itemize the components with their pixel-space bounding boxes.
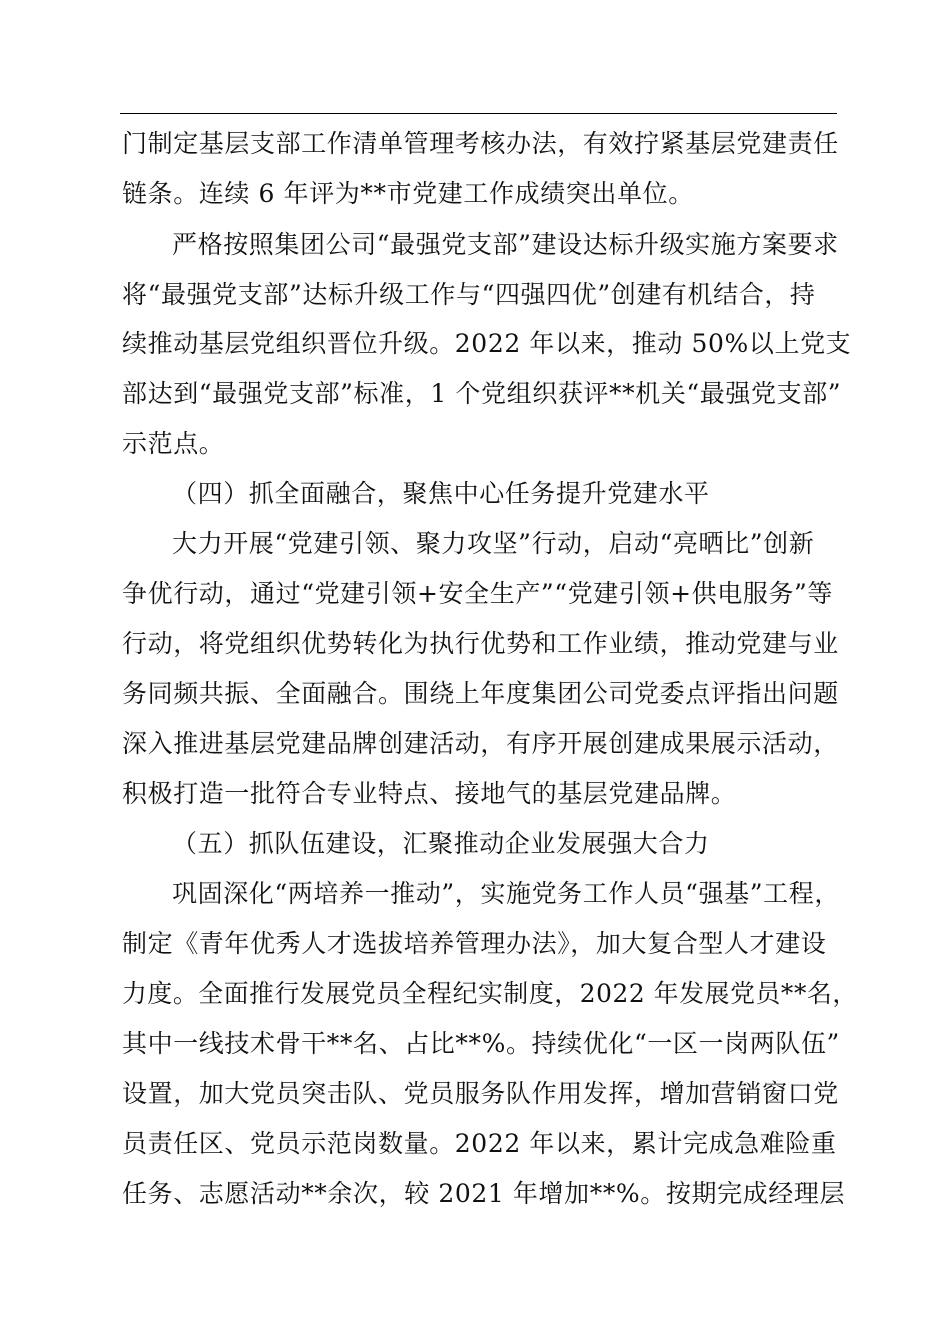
text-line: 务同频共振、全面融合。围绕上年度集团公司党委点评指出问题 bbox=[122, 679, 839, 708]
text-line: 门制定基层支部工作清单管理考核办法，有效拧紧基层党建责任 bbox=[122, 129, 839, 158]
section-heading-5: （五）抓队伍建设，汇聚推动企业发展强大合力 bbox=[172, 829, 710, 858]
text-line: 设置，加大党员突击队、党员服务队作用发挥，增加营销窗口党 bbox=[122, 1079, 839, 1108]
text-line: 行动，将党组织优势转化为执行优势和工作业绩，推动党建与业 bbox=[122, 629, 839, 658]
text-line: 任务、志愿活动**余次，较 2021 年增加**%。按期完成经理层 bbox=[122, 1179, 846, 1208]
text-line: 深入推进基层党建品牌创建活动，有序开展创建成果展示活动， bbox=[122, 729, 839, 758]
text-line: 争优行动，通过“党建引领+安全生产”“党建引领+供电服务”等 bbox=[122, 579, 834, 608]
text-line: 续推动基层党组织晋位升级。2022 年以来，推动 50%以上党支 bbox=[122, 329, 852, 358]
text-line: 链条。连续 6 年评为**市党建工作成绩突出单位。 bbox=[122, 179, 694, 208]
paragraph-first-line: 严格按照集团公司“最强党支部”建设达标升级实施方案要求 bbox=[172, 230, 839, 259]
text-line: 其中一线技术骨干**名、占比**%。持续优化“一区一岗两队伍” bbox=[122, 1029, 840, 1058]
text-line: 部达到“最强党支部”标准，1 个党组织获评**机关“最强党支部” bbox=[122, 379, 842, 408]
section-heading-4: （四）抓全面融合，聚焦中心任务提升党建水平 bbox=[172, 479, 710, 508]
paragraph-first-line: 巩固深化“两培养一推动”，实施党务工作人员“强基”工程， bbox=[172, 879, 840, 908]
text-line: 力度。全面推行发展党员全程纪实制度，2022 年发展党员**名， bbox=[122, 979, 858, 1008]
paragraph-first-line: 大力开展“党建引领、聚力攻坚”行动，启动“亮晒比”创新 bbox=[172, 529, 815, 558]
text-line: 制定《青年优秀人才选拔培养管理办法》，加大复合型人才建设 bbox=[122, 929, 827, 958]
text-line: 员责任区、党员示范岗数量。2022 年以来，累计完成急难险重 bbox=[122, 1129, 837, 1158]
text-line: 将“最强党支部”达标升级工作与“四强四优”创建有机结合，持 bbox=[122, 280, 816, 309]
text-line: 积极打造一批符合专业特点、接地气的基层党建品牌。 bbox=[122, 779, 737, 808]
text-line: 示范点。 bbox=[122, 429, 225, 458]
header-rule bbox=[120, 113, 837, 114]
